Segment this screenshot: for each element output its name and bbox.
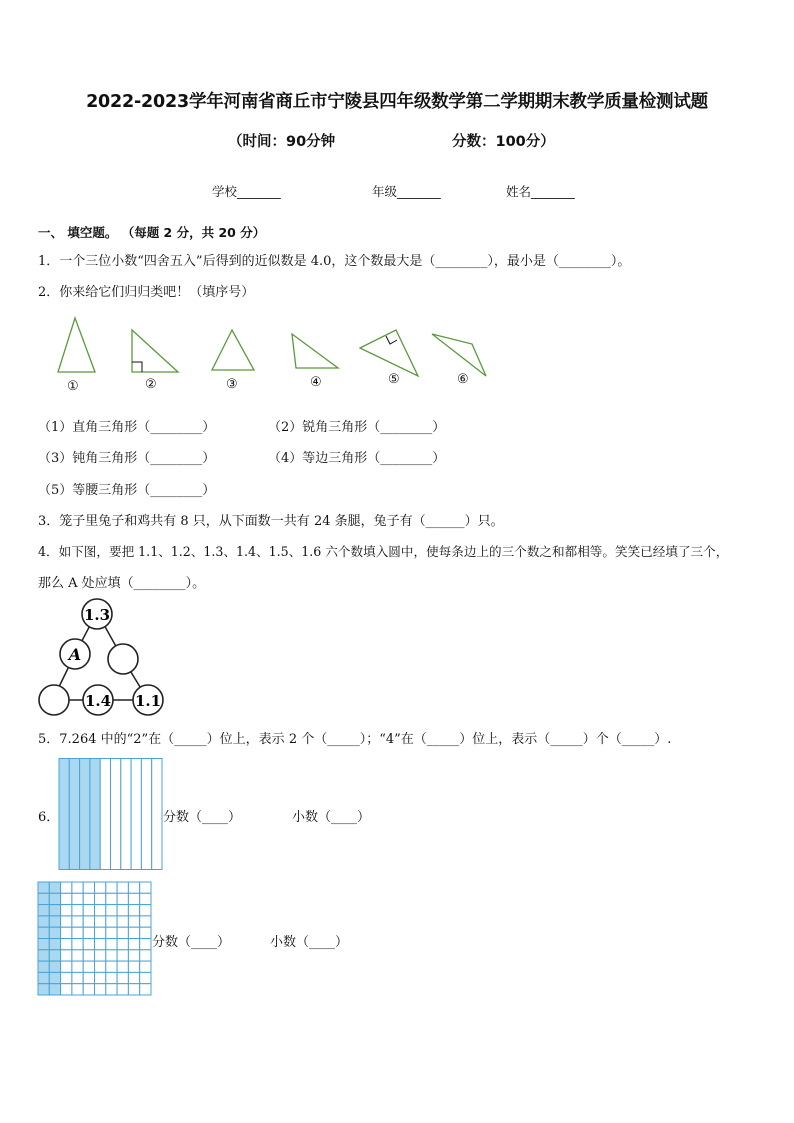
exam-time: （时间：90分钟 [228,134,336,150]
square-cell [49,927,60,938]
circle-bottom-mid-value: 1.4 [84,692,112,710]
square-cell [72,905,83,916]
square-cell [117,905,128,916]
square-cell [38,927,49,938]
square-cell [106,972,117,983]
square-cell [61,950,72,961]
square-cell [49,893,60,904]
square-cell [128,893,139,904]
grade-field: 年级_______ [372,184,441,199]
square-cell [83,882,94,893]
square-cell [49,939,60,950]
square-cell [140,961,151,972]
square-cell [95,961,106,972]
square-cell [117,927,128,938]
square-cell [38,939,49,950]
square-cell [61,882,72,893]
circle-top-value: 1.3 [83,606,111,624]
question-2: 2．你来给它们归归类吧！（填序号） [38,285,255,300]
triangle-3 [212,330,254,370]
square-cell [49,916,60,927]
q6b-decimal: 小数（____） [270,935,349,950]
q2-isosceles-triangle: （5）等腰三角形（________） [38,483,216,498]
square-cell [72,984,83,995]
number-triangle-figure [36,597,176,722]
square-cell [83,950,94,961]
q2-right-triangle: （1）直角三角形（________） [38,420,216,435]
triangle-label-6: ⑥ [457,372,469,387]
circle-right-mid [108,644,138,674]
square-cell [140,927,151,938]
q2-obtuse-triangle: （3）钝角三角形（________） [38,451,216,466]
square-cell [128,984,139,995]
square-cell [128,882,139,893]
q2-equilateral-triangle: （4）等边三角形（________） [268,451,446,466]
strip-cell [90,759,100,870]
square-cell [106,961,117,972]
triangle-label-4: ④ [310,375,322,390]
square-cell [61,984,72,995]
triangle-4 [292,334,338,368]
square-cell [61,972,72,983]
page-title: 2022-2023学年河南省商丘市宁陵县四年级数学第二学期期末教学质量检测试题 [86,92,708,112]
square-cell [128,905,139,916]
square-cell [83,916,94,927]
name-field: 姓名_______ [506,184,575,199]
square-cell [106,916,117,927]
square-cell [72,939,83,950]
triangle-label-5: ⑤ [388,372,400,387]
square-cell [49,972,60,983]
square-cell [117,972,128,983]
strip-cell [69,759,79,870]
strip-cell [80,759,90,870]
square-cell [128,961,139,972]
question-5: 5．7.264 中的“2”在（_____）位上，表示 2 个（_____）；“4”在（_____）位上，表示（_____）个（_____）. [38,732,672,747]
square-cell [38,916,49,927]
square-cell [72,950,83,961]
square-cell [106,905,117,916]
square-cell [140,972,151,983]
square-cell [140,916,151,927]
square-cell [140,984,151,995]
square-cell [83,927,94,938]
square-cell [106,984,117,995]
square-cell [128,927,139,938]
circle-bottom-right-value: 1.1 [134,692,162,710]
strip-grid [59,758,163,870]
triangle-label-1: ① [67,379,79,394]
square-cell [61,893,72,904]
square-cell [61,927,72,938]
square-cell [106,950,117,961]
circle-a-label: A [68,645,82,664]
square-cell [38,882,49,893]
square-cell [72,916,83,927]
square-cell [72,972,83,983]
square-cell [72,893,83,904]
square-cell [61,961,72,972]
square-cell [83,984,94,995]
strip-cell [59,759,69,870]
square-cell [95,950,106,961]
square-cell [117,939,128,950]
square-cell [95,882,106,893]
square-cell [117,984,128,995]
square-cell [49,882,60,893]
strip-cell [100,759,110,870]
square-cell [95,905,106,916]
square-cell [95,939,106,950]
square-cell [83,893,94,904]
square-cell [38,893,49,904]
square-cell [95,893,106,904]
square-cell [49,984,60,995]
square-cell [83,972,94,983]
square-grid [38,882,152,996]
triangle-5 [360,330,418,376]
square-cell [38,961,49,972]
strip-cell [141,759,151,870]
square-cell [49,961,60,972]
square-cell [117,950,128,961]
square-cell [49,905,60,916]
square-cell [106,939,117,950]
square-cell [95,972,106,983]
triangle-6 [432,334,486,376]
strip-cell [131,759,141,870]
triangle-1 [58,318,95,372]
section-heading: 一、 填空题。 （每题 2 分，共 20 分） [38,225,266,240]
square-cell [128,939,139,950]
square-cell [61,916,72,927]
square-cell [140,893,151,904]
strip-cell [111,759,121,870]
school-field: 学校_______ [212,184,281,199]
triangle-label-2: ② [145,377,157,392]
strip-cell [152,759,162,870]
square-cell [61,905,72,916]
triangles-figure [0,310,794,410]
square-cell [117,893,128,904]
triangle-2 [132,330,178,372]
square-cell [140,950,151,961]
question-6-number: 6． [38,810,60,825]
q6a-decimal: 小数（____） [292,810,371,825]
square-cell [117,882,128,893]
square-cell [117,961,128,972]
square-cell [83,905,94,916]
square-cell [95,916,106,927]
square-cell [140,882,151,893]
q6a-fraction: 分数（____） [163,810,242,825]
square-cell [38,905,49,916]
question-4-line-2: 那么 A 处应填（________）。 [38,576,206,591]
square-cell [128,950,139,961]
triangle-label-3: ③ [226,377,238,392]
question-4-line-1: 4．如下图，要把 1.1、1.2、1.3、1.4、1.5、1.6 六个数填入圆中，使每条边上的三个数之和都相等。笑笑已经填了三个， [38,544,729,559]
question-3: 3．笼子里兔子和鸡共有 8 只，从下面数一共有 24 条腿，兔子有（______）只。 [38,514,504,529]
square-cell [106,927,117,938]
square-cell [106,882,117,893]
square-cell [72,882,83,893]
square-cell [61,939,72,950]
square-cell [140,939,151,950]
square-cell [95,927,106,938]
square-cell [140,905,151,916]
square-cell [106,893,117,904]
square-cell [83,961,94,972]
square-cell [83,939,94,950]
square-cell [38,984,49,995]
q2-acute-triangle: （2）锐角三角形（________） [268,420,446,435]
circle-bottom-left [39,685,69,715]
square-cell [38,972,49,983]
square-cell [117,916,128,927]
square-cell [95,984,106,995]
question-1: 1．一个三位小数“四舍五入”后得到的近似数是 4.0，这个数最大是（________），最小是（________）。 [38,254,631,269]
square-cell [72,961,83,972]
q6b-fraction: 分数（____） [152,935,231,950]
exam-score: 分数：100分） [452,134,555,150]
square-cell [38,950,49,961]
strip-cell [121,759,131,870]
square-cell [72,927,83,938]
square-cell [128,916,139,927]
square-cell [49,950,60,961]
square-cell [128,972,139,983]
